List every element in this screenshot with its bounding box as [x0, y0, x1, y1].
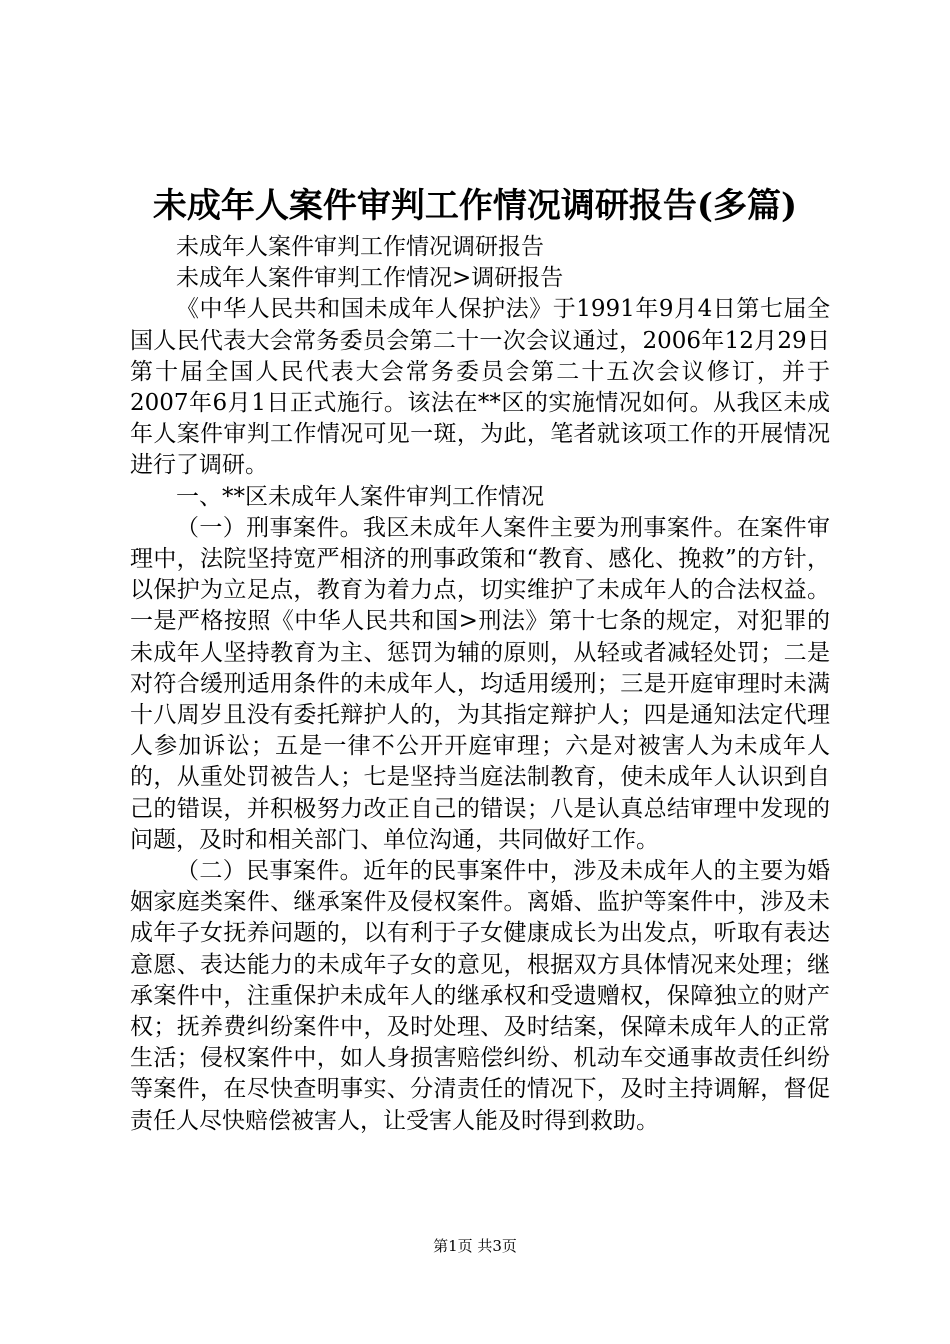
subtitle-line-1: 未成年人案件审判工作情况调研报告: [176, 234, 544, 260]
subtitle-line-2: 未成年人案件审判工作情况>调研报告: [176, 265, 564, 292]
document-body: [130, 232, 830, 1137]
paragraph-civil-cases: （二）民事案件。近年的民事案件中，涉及未成年人的主要为婚姻家庭类案件、继承案件及侵权案件。离婚、监护等案件中，涉及未成年子女抚养问题的，以有利于子女健康成长为出发点，听取有表达意愿、表达能力的未成年子女的意见，根据双方具体情况来处理；继承案件中，注重保护未成年人的继承权和受遗赠权，保障独立的财产权；抚养费纠纷案件中，及时处理、及时结案，保障未成年人的正常生活；侵权案件中，如人身损害赔偿纠纷、机动车交通事故责任纠纷等案件，在尽快查明事实、分清责任的情况下，及时主持调解，督促责任人尽快赔偿被害人，让受害人能及时得到救助。: [130, 858, 830, 1134]
section-heading: 一、**区未成年人案件审判工作情况: [176, 483, 544, 510]
paragraph-criminal-cases: （一）刑事案件。我区未成年人案件主要为刑事案件。在案件审理中，法院坚持宽严相济的刑事政策和“教育、感化、挽救”的方针，以保护为立足点，教育为着力点，切实维护了未成年人的合法权益。一是严格按照《中华人民共和国>刑法》第十七条的规定，对犯罪的未成年人坚持教育为主、惩罚为辅的原则，从轻或者减轻处罚；二是对符合缓刑适用条件的未成年人，均适用缓刑；三是开庭审理时未满十八周岁且没有委托辩护人的，为其指定辩护人；四是通知法定代理人参加诉讼；五是一律不公开开庭审理；六是对被害人为未成年人的，从重处罚被告人；七是坚持当庭法制教育，使未成年人认识到自己的错误，并积极努力改正自己的错误；八是认真总结审理中发现的问题，及时和相关部门、单位沟通，共同做好工作。: [130, 514, 830, 853]
document-title: 未成年人案件审判工作情况调研报告(多篇): [152, 186, 798, 226]
page-number: 第1页 共3页: [433, 1237, 517, 1255]
paragraph-intro: 《中华人民共和国未成年人保护法》于1991年9月4日第七届全国人民代表大会常务委员会第二十一次会议通过，2006年12月29日第十届全国人民代表大会常务委员会第二十五次会议修订，并于2007年6月1日正式施行。该法在**区的实施情况如何。从我区未成年人案件审判工作情况可见一斑，为此，笔者就该项工作的开展情况进行了调研。: [130, 296, 830, 479]
